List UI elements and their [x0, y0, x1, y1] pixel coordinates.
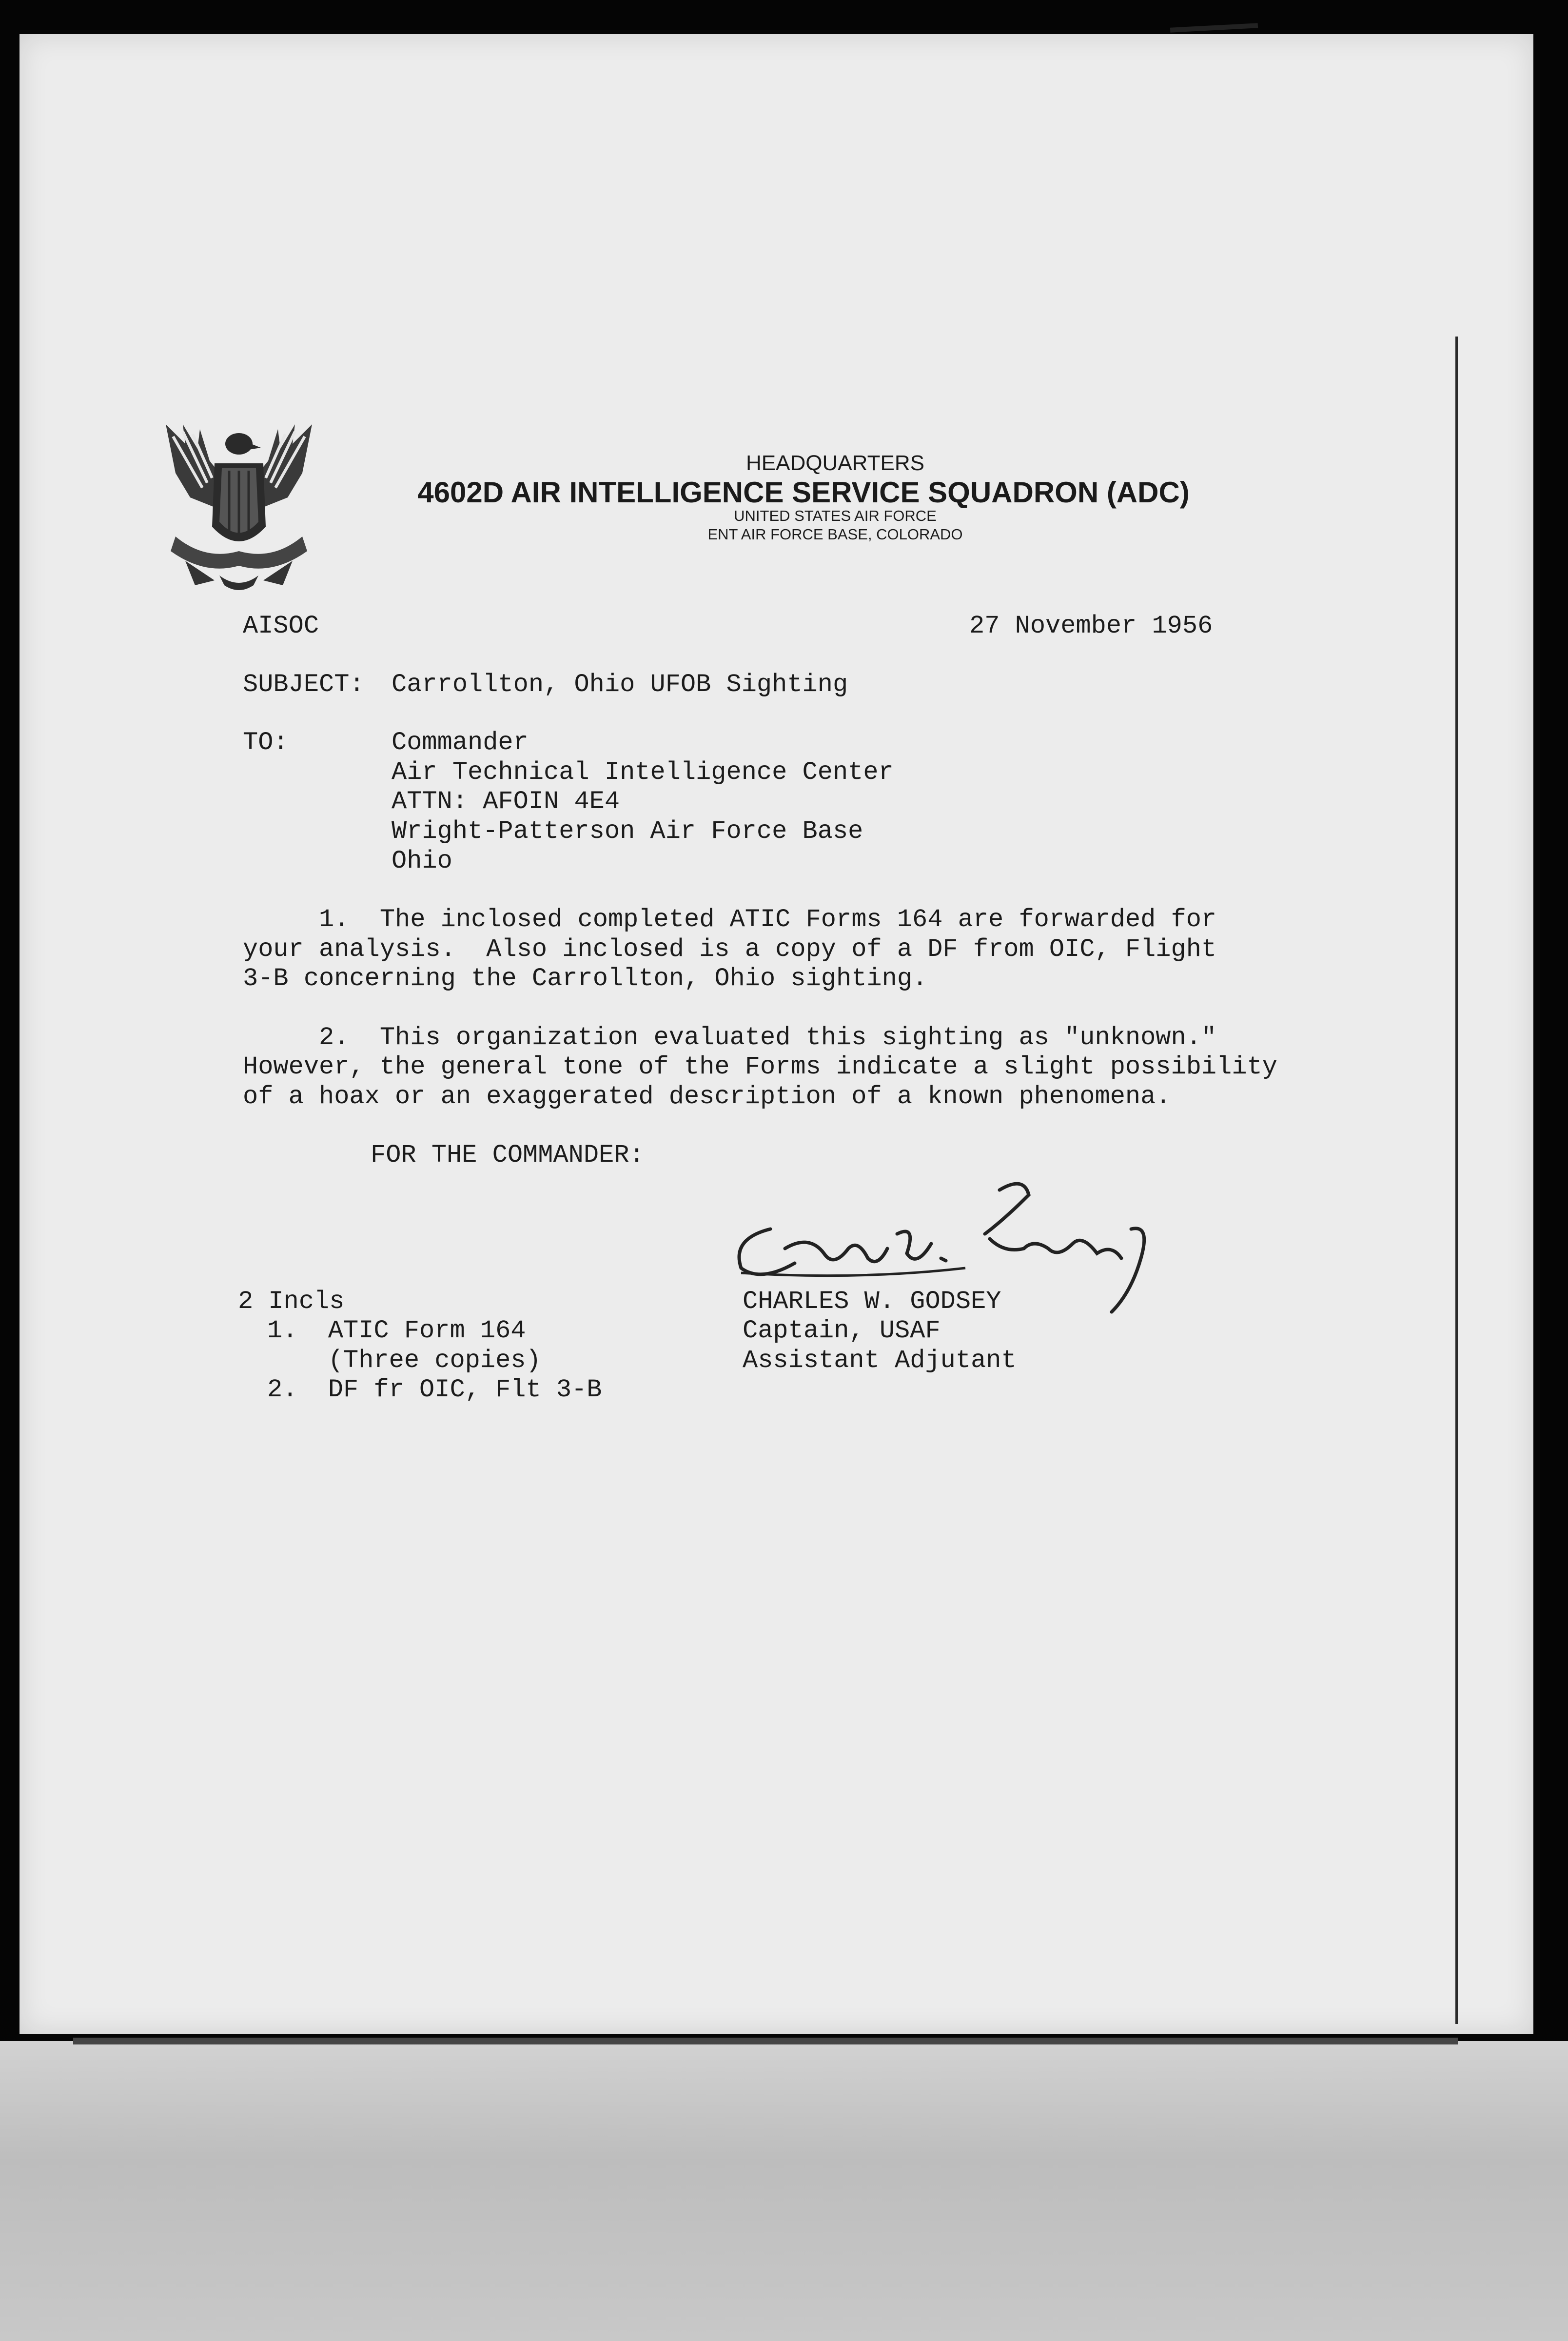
- film-mark: [1170, 23, 1258, 32]
- paper-bottom-edge: [73, 2038, 1458, 2044]
- letterhead-base: ENT AIR FORCE BASE, COLORADO: [707, 526, 963, 543]
- scan-background: [0, 2041, 1568, 2341]
- to-label: TO:: [243, 728, 289, 757]
- to-line: ATTN: AFOIN 4E4: [392, 787, 620, 816]
- to-line: Commander: [392, 728, 529, 757]
- paragraph-2-line: 2. This organization evaluated this sighting as "unknown.": [243, 1023, 1217, 1052]
- inclosure-item: 1. ATIC Form 164: [267, 1316, 526, 1345]
- letterhead-unit: 4602D AIR INTELLIGENCE SERVICE SQUADRON (ADC): [417, 476, 1190, 509]
- inclosure-item: (Three copies): [267, 1346, 541, 1375]
- paper-right-edge: [1455, 337, 1458, 2024]
- closing-line: FOR THE COMMANDER:: [371, 1141, 645, 1170]
- letter-date: 27 November 1956: [969, 612, 1213, 640]
- subject-label: SUBJECT:: [243, 670, 365, 699]
- to-line: Ohio: [392, 847, 452, 875]
- to-line: Wright-Patterson Air Force Base: [392, 817, 863, 846]
- letterhead-service: UNITED STATES AIR FORCE: [734, 507, 937, 524]
- subject-text: Carrollton, Ohio UFOB Sighting: [392, 670, 848, 699]
- paragraph-2-line: of a hoax or an exaggerated description of a known phenomena.: [243, 1082, 1171, 1111]
- signer-rank: Captain, USAF: [743, 1316, 941, 1345]
- paragraph-1-line: 1. The inclosed completed ATIC Forms 164 are forwarded for: [243, 905, 1217, 934]
- signer-title: Assistant Adjutant: [743, 1346, 1017, 1375]
- letterhead-headquarters: HEADQUARTERS: [746, 451, 924, 475]
- signer-name: CHARLES W. GODSEY: [743, 1287, 1001, 1316]
- to-line: Air Technical Intelligence Center: [392, 758, 894, 787]
- office-symbol: AISOC: [243, 612, 319, 640]
- inclosure-item: 2. DF fr OIC, Flt 3-B: [267, 1375, 602, 1404]
- inclosures-header: 2 Incls: [238, 1287, 345, 1316]
- paragraph-1-line: your analysis. Also inclosed is a copy of a DF from OIC, Flight: [243, 935, 1217, 964]
- paragraph-2-line: However, the general tone of the Forms indicate a slight possibility: [243, 1052, 1277, 1081]
- paragraph-1-line: 3-B concerning the Carrollton, Ohio sighting.: [243, 964, 928, 993]
